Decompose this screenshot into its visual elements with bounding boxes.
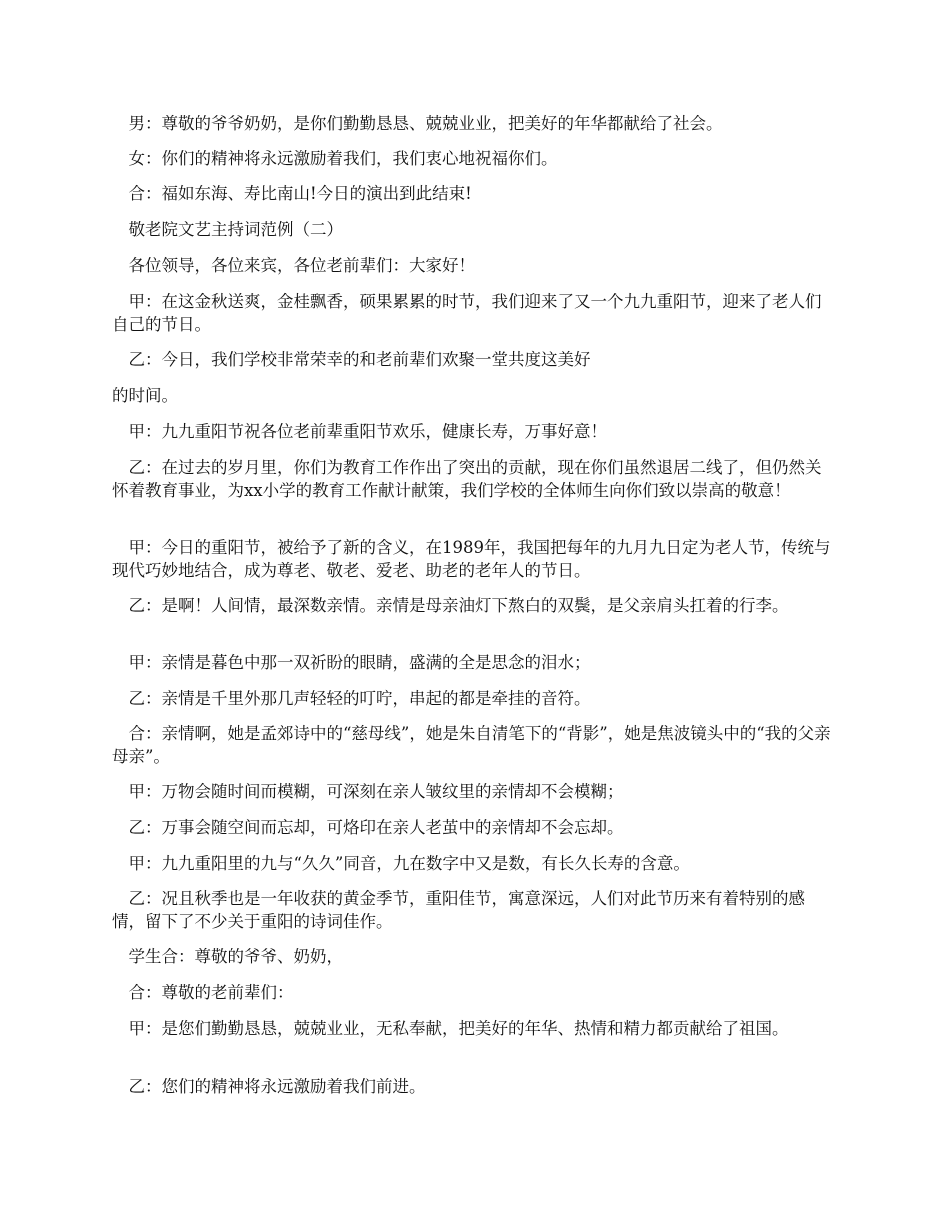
paragraph: 的时间。 [112, 386, 178, 405]
paragraph: 甲：亲情是暮色中那一双祈盼的眼睛，盛满的全是思念的泪水； [112, 653, 591, 672]
paragraph: 乙：是啊！人间情，最深数亲情。亲情是母亲油灯下熬白的双鬓，是父亲肩头扛着的行李。 [112, 596, 789, 615]
paragraph: 甲：是您们勤勤恳恳，兢兢业业，无私奉献，把美好的年华、热情和精力都贡献给了祖国。 [112, 1019, 789, 1038]
paragraph: 甲：今日的重阳节，被给予了新的含义，在1989年，我国把每年的九月九日定为老人节，传统与现代巧妙地结合，成为尊老、敬老、爱老、助老的老年人的节日。 [112, 538, 831, 580]
paragraph: 甲：万物会随时间而模糊，可深刻在亲人皱纹里的亲情却不会模糊； [112, 782, 624, 801]
section-title: 敬老院文艺主持词范例（二） [112, 220, 343, 239]
paragraph: 合：尊敬的老前辈们： [112, 983, 294, 1002]
paragraph: 乙：万事会随空间而忘却，可烙印在亲人老茧中的亲情却不会忘却。 [112, 818, 624, 837]
paragraph: 学生合：尊敬的爷爷、奶奶， [112, 947, 343, 966]
paragraph: 女：你们的精神将永远激励着我们，我们衷心地祝福你们。 [112, 149, 558, 168]
paragraph: 乙：亲情是千里外那几声轻轻的叮咛，串起的都是牵挂的音符。 [112, 689, 591, 708]
paragraph: 合：福如东海、寿比南山!今日的演出到此结束! [112, 184, 472, 203]
paragraph: 各位领导，各位来宾，各位老前辈们：大家好！ [112, 256, 475, 275]
paragraph: 乙：今日，我们学校非常荣幸的和老前辈们欢聚一堂共度这美好 [112, 350, 591, 369]
paragraph: 乙：您们的精神将永远激励着我们前进。 [112, 1077, 426, 1096]
paragraph: 乙：在过去的岁月里，你们为教育工作作出了突出的贡献，现在你们虽然退居二线了，但仍然关怀着教育事业，为xx小学的教育工作献计献策，我们学校的全体师生向你们致以崇高的敬意！ [112, 458, 822, 500]
paragraph: 男：尊敬的爷爷奶奶，是你们勤勤恳恳、兢兢业业，把美好的年华都献给了社会。 [112, 114, 723, 133]
paragraph: 合：亲情啊，她是孟郊诗中的“慈母线”，她是朱自清笔下的“背影”，她是焦波镜头中的“我的父亲母亲”。 [112, 724, 831, 766]
paragraph: 甲：在这金秋送爽，金桂飘香，硕果累累的时节，我们迎来了又一个九九重阳节，迎来了老人们自己的节日。 [112, 292, 822, 334]
paragraph: 甲：九九重阳节祝各位老前辈重阳节欢乐，健康长寿，万事好意！ [112, 422, 607, 441]
paragraph: 乙：况且秋季也是一年收获的黄金季节，重阳佳节，寓意深远，人们对此节历来有着特别的感情，留下了不少关于重阳的诗词佳作。 [112, 889, 805, 931]
paragraph: 甲：九九重阳里的九与“久久”同音，九在数字中又是数，有长久长寿的含意。 [112, 854, 690, 873]
